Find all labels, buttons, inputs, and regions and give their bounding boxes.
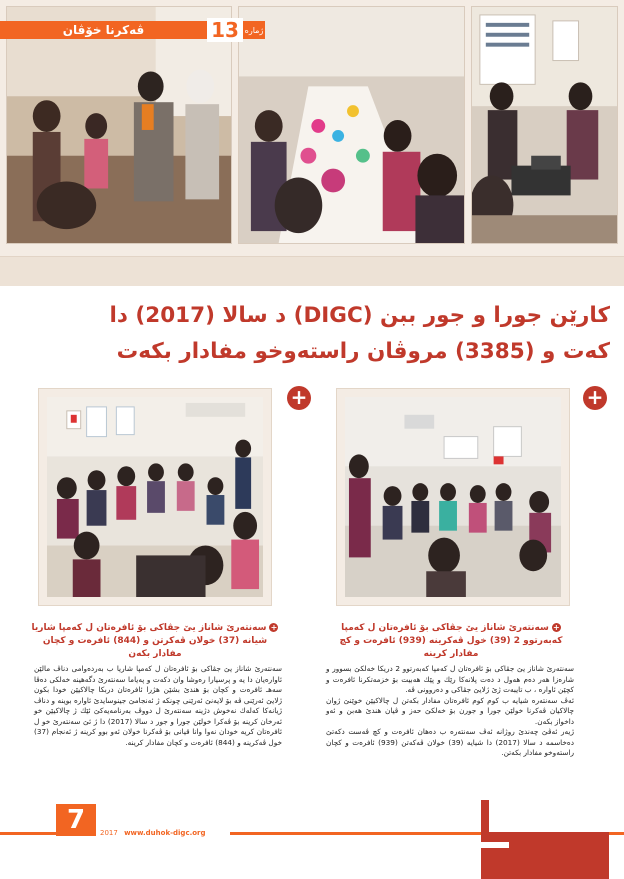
decor-cross-horizontal (455, 842, 509, 848)
article-body-right (326, 664, 574, 759)
article-body-left (34, 664, 282, 748)
body-paragraph: ژیەر ئەڤێ چەندێ روژانە ئەڤ سەنتەرە ب دەهان ئافرەت و كچ ڤەست دكەتێ دەخاسمە د سالا (2017) دا شیایە (39) خولان ڤەكەتن (939) ئافرەت و كچان راستەوخو مفادار بكەتن. (326, 727, 574, 757)
issue-label: ژمارە (243, 21, 265, 39)
photo-sewing-class (472, 7, 617, 243)
section-ribbon (0, 18, 265, 42)
decor-cross-vertical (481, 800, 489, 879)
footer-year: 2017 (100, 829, 118, 837)
caption-left-text: سەنتەرێ شاناز یێ جڤاكی بۆ ئافرەتان ل كەمپا شاریا شیانە (37) خولان ڤەكرتن و (844) ئافرەت و كچان مفادار بكەن (31, 623, 268, 659)
decor-cross-block (489, 832, 609, 879)
photo-card-left-inner (47, 397, 263, 597)
top-photo-band (0, 0, 624, 286)
headline-line-1: كارێن جورا و جور ببن (DIGC) د سالا (2017) دا (109, 303, 610, 328)
photo-knitting-class (239, 7, 464, 243)
photo-caption-right (326, 622, 576, 661)
plus-bullet-icon: + (270, 623, 278, 632)
plus-bullet-icon: + (552, 623, 560, 632)
section-title: ڤەكرنا خۆڤان (62, 23, 145, 37)
top-strip (0, 256, 624, 286)
article-headline (14, 298, 610, 370)
body-paragraph: سەنتەرێ شاناز یێ جڤاكی بۆ ئافرەتان ل كەمپا شاریا ب بەردەوامی دناڤ مالێن ئاوارەیان دا یە و پرسیارا رەوشا وان دكەت و پەیاما سەنتەرێ دگەهینە خەلكی دەڤا سەهـ ئافرەت و كچان بۆ هندێ بشێن هژرا ئافرەتان دربكا چالاكیێن خودا بكون ژلایێ ئەرێنی ڤە بۆ لایەنێ ئەرێنی چونكە ژ ئەنجامێ جینوسایدێ ئاوارە بوینە و دناڤ ژیانەكا كەلەك نەخوش دژینە سەنتەرێ ل دووڤ بەرنامەیەكێ ئێك ژ چالاكیێن خو ئەرخان كرینە بۆ ڤەكرا خولێن جورا و جور د سالا (2017) دا ژ ئێ سەنتەرێ خو ل ئافرەتان كریە خودان نەوا وانا قیانی بۆ ڤەكرنا خولان ئەو بوو كرینە ژ ئەنجام (37) خول ڤەكرینە و (844) ئافرەت و كچان مفادار كرینە. (34, 664, 282, 747)
photo-card-left (38, 388, 272, 606)
top-photo-middle (238, 6, 465, 244)
photo-card-right-inner (345, 397, 561, 597)
photo-caption-left (30, 622, 280, 661)
photo-class-circle-right (345, 397, 561, 597)
plus-circle-icon: + (287, 386, 311, 410)
body-paragraph: ئەڤ سەنتەرە شیایە ب كوم كوم ئافرەتان مفادار بكەتن ل چالاكیێن خوێنێ ژوان چالاكیان ڤەكرنا خولێن جورا و جورن بۆ خەلكێ حەز و ڤیان هندێ هەبن و ئەو داخواز بكەن. (326, 695, 574, 726)
photo-class-circle-left (47, 397, 263, 597)
headline-line-2: كەت و (3385) مروڤان راستەوخو مفادار بكەت (116, 339, 610, 364)
top-photo-right (471, 6, 618, 244)
footer-meta (100, 829, 210, 837)
plus-circle-icon: + (583, 386, 607, 410)
footer-website-link[interactable]: www.duhok-digc.org (124, 829, 206, 837)
photo-card-right (336, 388, 570, 606)
body-paragraph: سەنتەرێ شاناز یێ جڤاكی بۆ ئافرەتان ل كەمپا كەبەرتوو 2 دریكا خەلكێ بسوور و شارەزا هەر دەم هەول د دەت پلانەكا رێك و پێك هەبیت بۆ خزمەتكرنا ئافرەت و كچێن ئاوارە ، ب تایبەت ژێ ژلایێ جڤاكی و دەروونی ڤە. (326, 664, 574, 694)
issue-number: 13 (207, 18, 243, 42)
caption-right-text: سەنتەرێ شاناز یێ جڤاكی بۆ ئافرەتان ل كەمپا كەبەرتوو 2 (39) خول ڤەكرينە (939) ئافرەت و كچ مفادار كرينە (339, 623, 563, 659)
section-ribbon-bar (0, 21, 207, 39)
photo-workshop-standing (7, 7, 231, 243)
page-number: 7 (56, 804, 96, 836)
